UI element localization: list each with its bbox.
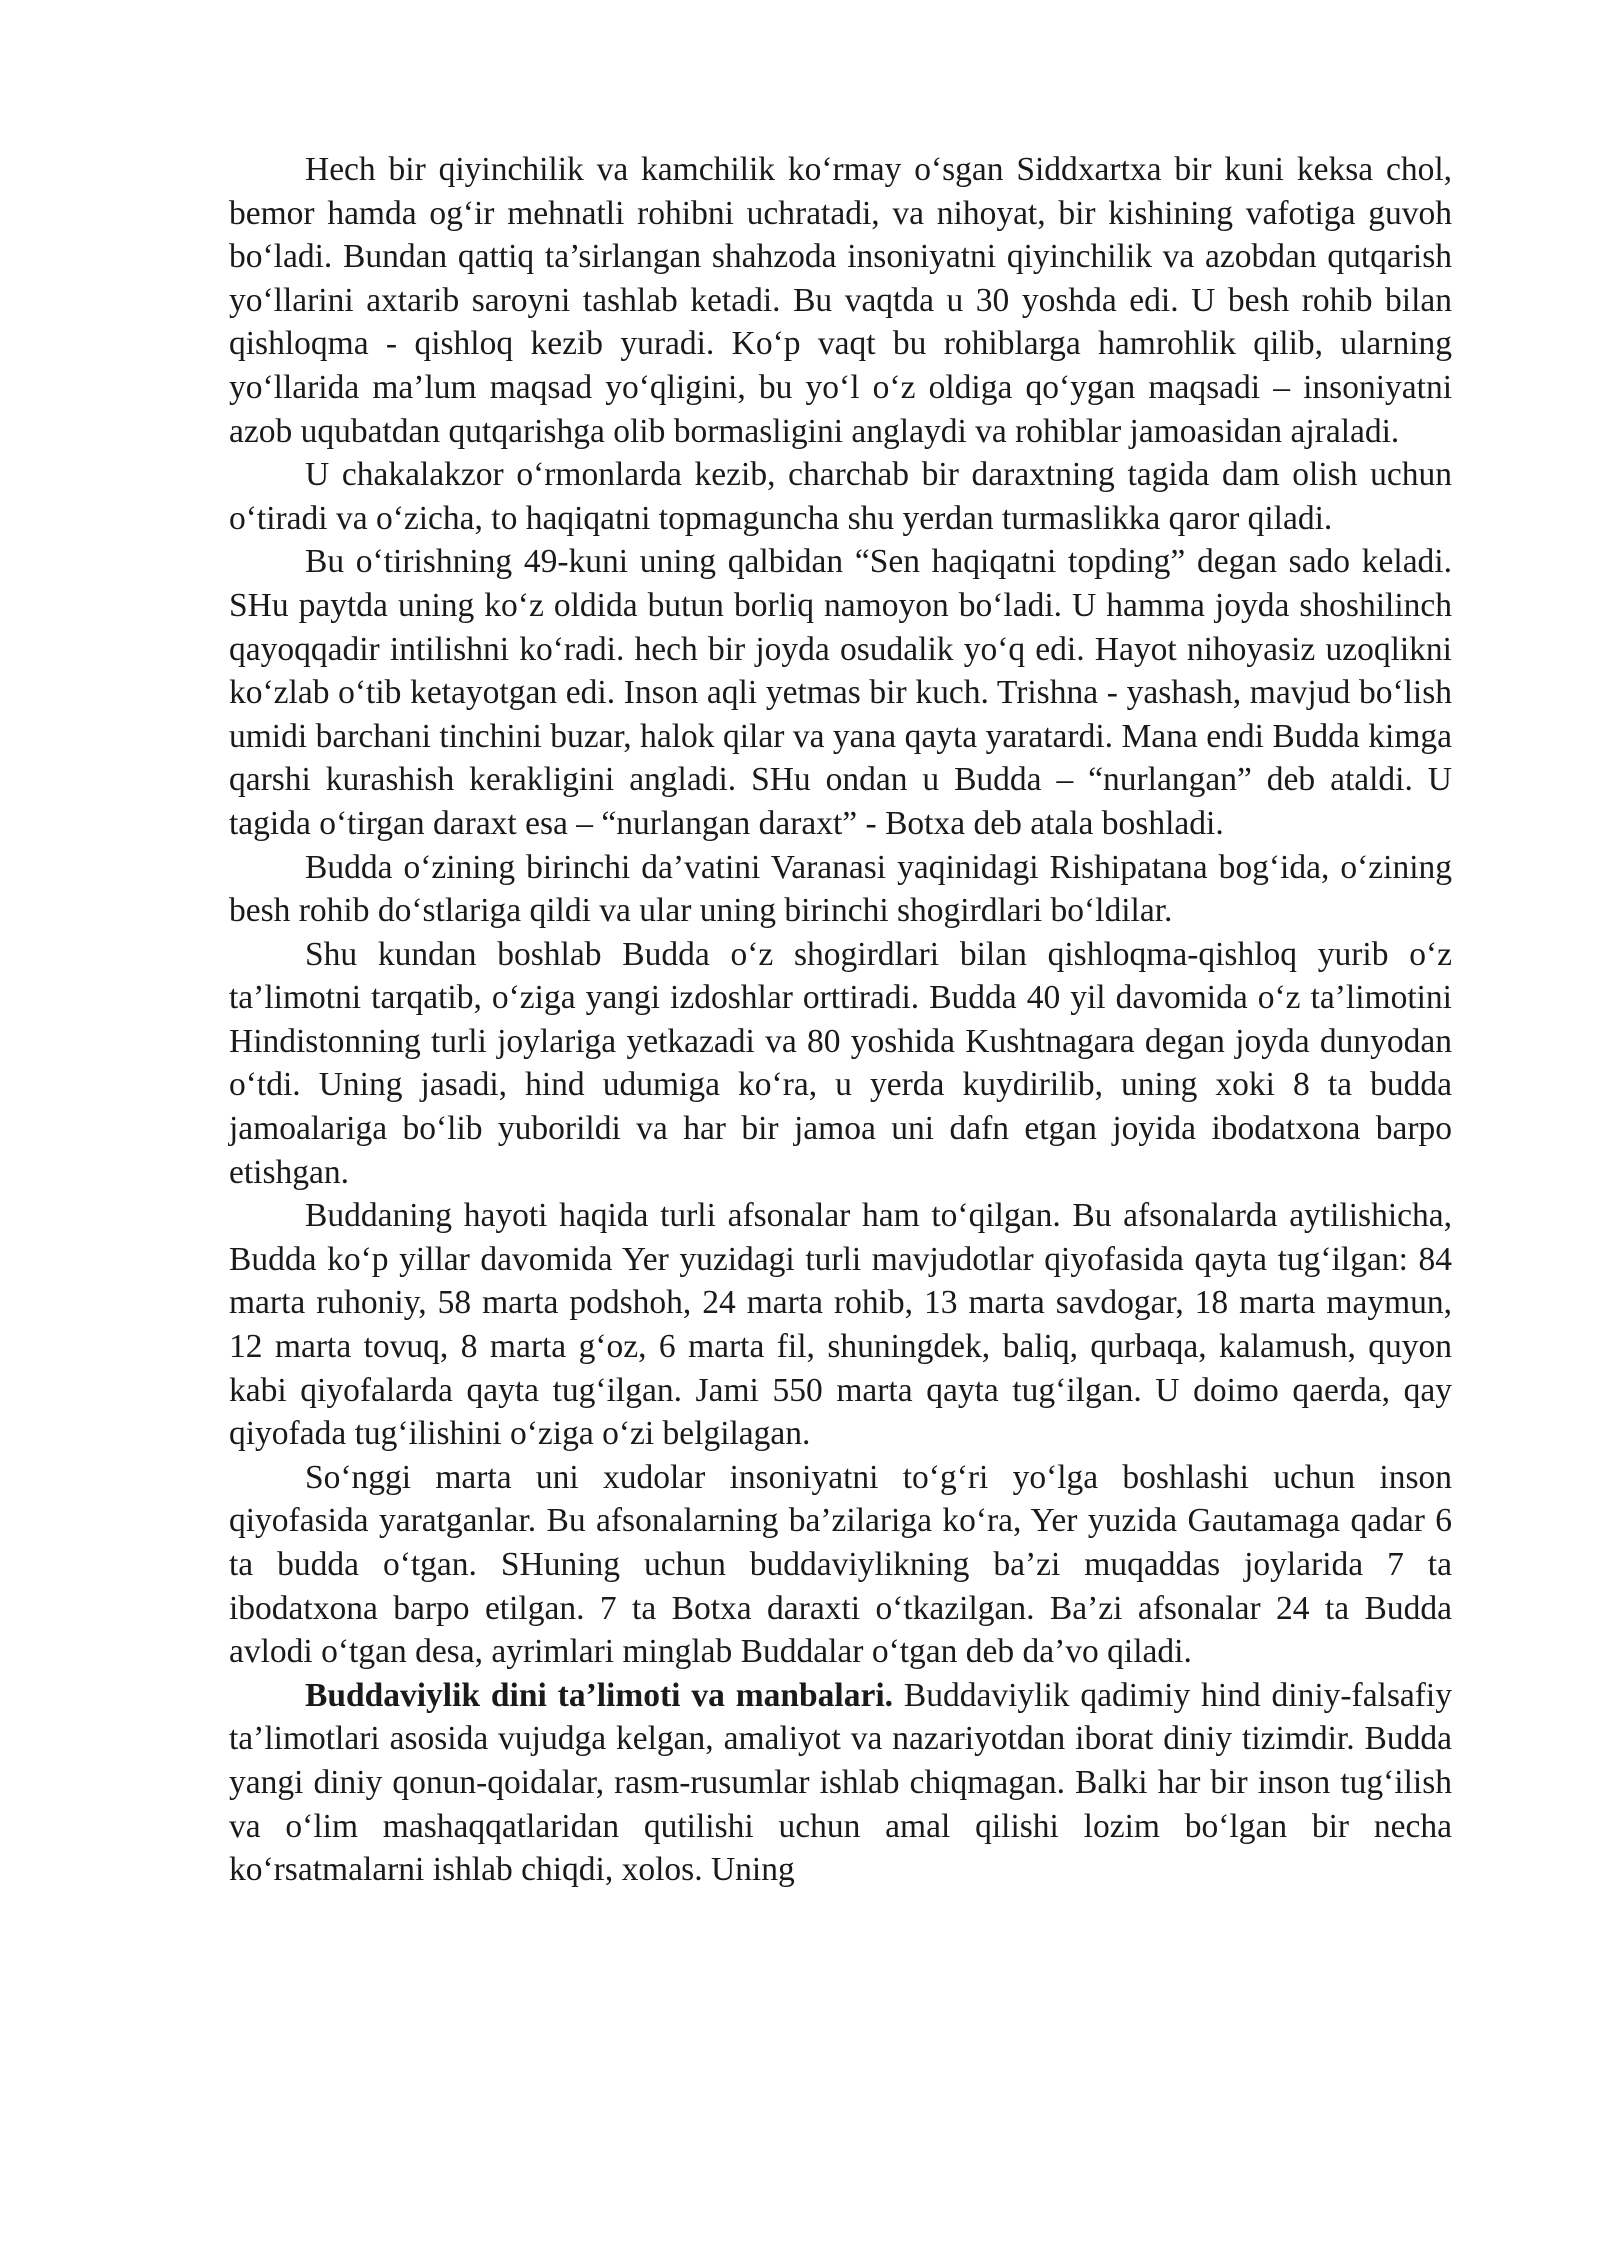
paragraph-doctrine-sources	[229, 1674, 1452, 1892]
paragraph-siddxartxa-departure	[229, 148, 1452, 453]
paragraph-enlightenment	[229, 540, 1452, 845]
paragraph-text: U chakalakzor o‘rmonlarda kezib, charchab bir daraxtning tagida dam olish uchun o‘tiradi va o‘zicha, to haqiqatni topmaguncha shu yerdan turmaslikka qaror qiladi.	[229, 456, 1452, 537]
paragraph-text: Buddaning hayoti haqida turli afsonalar ham to‘qilgan. Bu afsonalarda aytilishicha, Budda ko‘p yillar davomida Yer yuzidagi turli mavjudotlar qiyofasida qayta tug‘ilgan: 84 marta ruhoniy, 58 marta podshoh, 24 marta rohib, 13 marta savdogar, 18 marta maymun, 12 marta tovuq, 8 marta g‘oz, 6 marta fil, shuningdek, baliq, qurbaqa, kalamush, quyon kabi qiyofalarda qayta tug‘ilgan. Jami 550 marta qayta tug‘ilgan. U doimo qaerda, qay qiyofada tug‘ilishini o‘ziga o‘zi belgilagan.	[229, 1197, 1452, 1453]
paragraph-text: Budda o‘zining birinchi da’vatini Varanasi yaqinidagi Rishipatana bog‘ida, o‘zining besh rohib do‘stlariga qildi va ular uning birinchi shogirdlari bo‘ldilar.	[229, 848, 1452, 930]
paragraph-legends-rebirths	[229, 1194, 1452, 1456]
paragraph-first-sermon	[229, 846, 1452, 933]
paragraph-text: Bu o‘tirishning 49-kuni uning qalbidan “Sen haqiqatni topding” degan sado keladi. SHu paytda uning ko‘z oldida butun borliq namoyon bo‘ladi. U hamma joyda shoshilinch qayoqqadir intilishni ko‘radi. hech bir joyda osudalik yo‘q edi. Hayot nihoyasiz uzoqlikni ko‘zlab o‘tib ketayotgan edi. Inson aqli yetmas bir kuch. Trishna - yashash, mavjud bo‘lish umidi barchani tinchini buzar, halok qilar va yana qayta yaratardi. Mana endi Budda kimga qarshi kurashish kerakligini angladi. SHu ondan u Budda – “nurlangan” deb ataldi. U tagida o‘tirgan daraxt esa – “nurlangan daraxt” - Botxa deb atala boshladi.	[229, 543, 1452, 842]
paragraph-text: Hech bir qiyinchilik va kamchilik ko‘rmay o‘sgan Siddxartxa bir kuni keksa chol, bemor hamda og‘ir mehnatli rohibni uchratadi, va nihoyat, bir kishining vafotiga guvoh bo‘ladi. Bundan qattiq ta’sirlangan shahzoda insoniyatni qiyinchilik va azobdan qutqarish yo‘llarini axtarib saroyni tashlab ketadi. Bu vaqtda u 30 yoshda edi. U besh rohib bilan qishloqma - qishloq kezib yuradi. Ko‘p vaqt bu rohiblarga hamrohlik qilib, ularning yo‘llarida ma’lum maqsad yo‘qligini, bu yo‘l o‘z oldiga qo‘ygan maqsadi – insoniyatni azob uqubatdan qutqarishga olib bormasligini anglaydi va rohiblar jamoasidan ajraladi.	[229, 151, 1452, 450]
section-heading: Buddaviylik dini ta’limoti va manbalari.	[305, 1676, 894, 1714]
paragraph-forest-meditation	[229, 453, 1452, 540]
paragraph-last-incarnation	[229, 1456, 1452, 1674]
paragraph-teaching-spread	[229, 933, 1452, 1195]
document-page	[229, 148, 1452, 1892]
paragraph-text: Shu kundan boshlab Budda o‘z shogirdlari bilan qishloqma-qishloq yurib o‘z ta’limotni tarqatib, o‘ziga yangi izdoshlar orttiradi. Budda 40 yil davomida o‘z ta’limotini Hindistonning turli joylariga yetkazadi va 80 yoshida Kushtnagara degan joyda dunyodan o‘tdi. Uning jasadi, hind udumiga ko‘ra, u yerda kuydirilib, uning xoki 8 ta budda jamoalariga bo‘lib yuborildi va har bir jamoa uni dafn etgan joyida ibodatxona barpo etishgan.	[229, 935, 1452, 1191]
paragraph-text: Buddaviylik qadimiy hind diniy-falsafiy ta’limotlari asosida vujudga kelgan, amaliyot va nazariyotdan iborat diniy tizimdir. Budda yangi diniy qonun-qoidalar, rasm-rusumlar ishlab chiqmagan. Balki har bir inson tug‘ilish va o‘lim mashaqqatlaridan qutilishi uchun amal qilishi lozim bo‘lgan bir necha ko‘rsatmalarni ishlab chiqdi, xolos. Uning	[229, 1676, 1452, 1889]
paragraph-text: So‘nggi marta uni xudolar insoniyatni to‘g‘ri yo‘lga boshlashi uchun inson qiyofasida yaratganlar. Bu afsonalarning ba’zilariga ko‘ra, Yer yuzida Gautamaga qadar 6 ta budda o‘tgan. SHuning uchun buddaviylikning ba’zi muqaddas joylarida 7 ta ibodatxona barpo etilgan. 7 ta Botxa daraxti o‘tkazilgan. Ba’zi afsonalar 24 ta Budda avlodi o‘tgan desa, ayrimlari minglab Buddalar o‘tgan deb da’vo qiladi.	[229, 1458, 1452, 1671]
